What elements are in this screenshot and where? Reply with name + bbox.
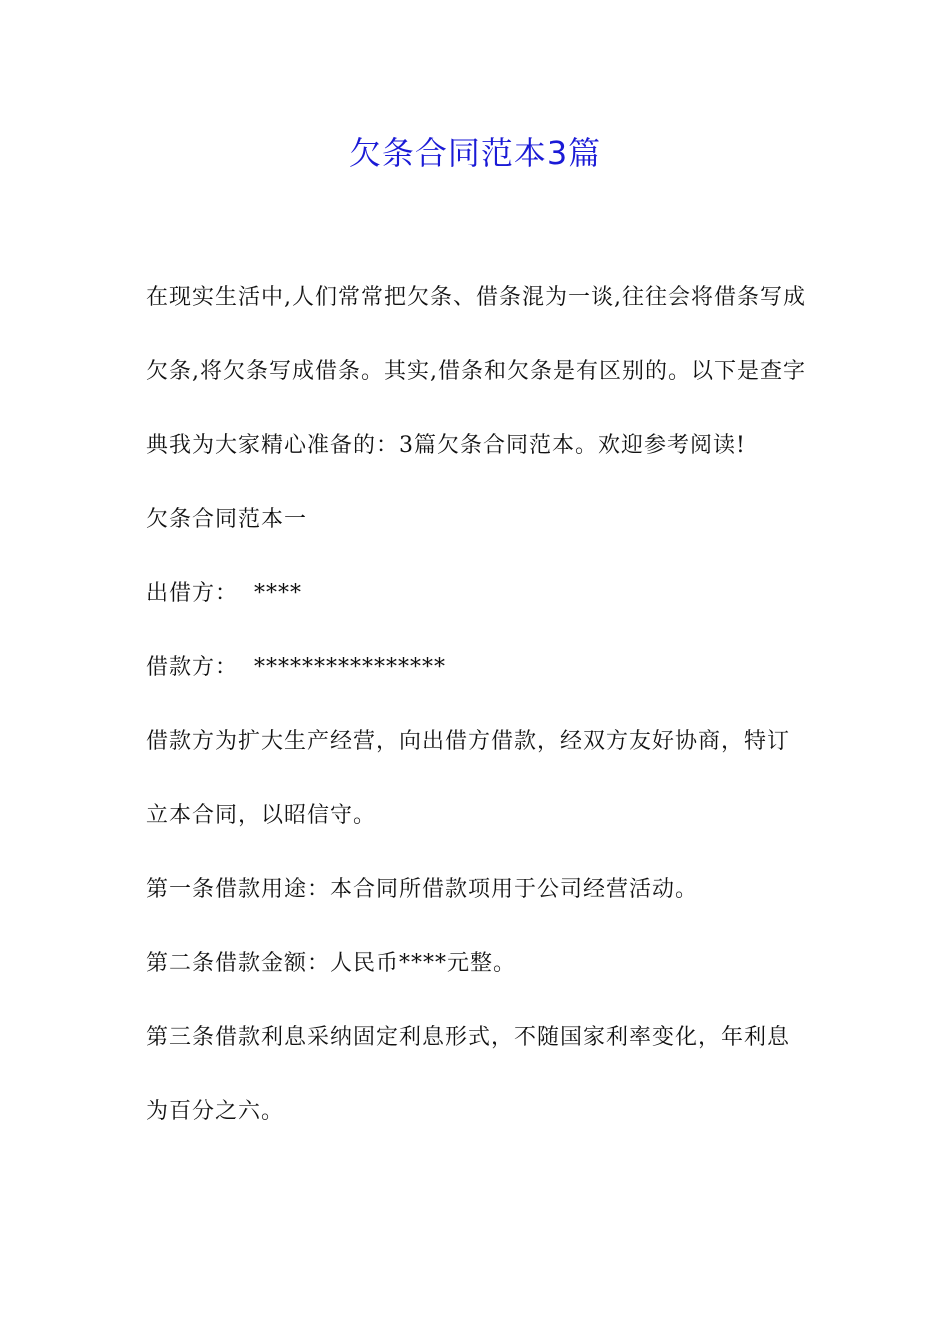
article-3-paragraph: 第三条借款利息采纳固定利息形式，不随国家利率变化，年利息为百分之六。 bbox=[146, 1025, 791, 1124]
article-2-paragraph: 第二条借款金额：人民币****元整。 bbox=[146, 951, 517, 976]
section-heading: 欠条合同范本一 bbox=[146, 507, 308, 532]
lender-line: 出借方： **** bbox=[146, 581, 302, 606]
document-title: 欠条合同范本3篇 bbox=[348, 134, 602, 172]
article-1-paragraph: 第一条借款用途：本合同所借款项用于公司经营活动。 bbox=[146, 877, 699, 902]
borrower-line: 借款方： **************** bbox=[146, 655, 446, 680]
intro-paragraph: 在现实生活中,人们常常把欠条、借条混为一谈,往往会将借条写成欠条,将欠条写成借条。其实,借条和欠条是有区别的。以下是查字典我为大家精心准备的：3篇欠条合同范本。欢迎参考阅读! bbox=[146, 285, 806, 458]
document-body bbox=[146, 261, 810, 1149]
preamble-paragraph: 借款方为扩大生产经营，向出借方借款，经双方友好协商，特订立本合同，以昭信守。 bbox=[146, 729, 791, 828]
